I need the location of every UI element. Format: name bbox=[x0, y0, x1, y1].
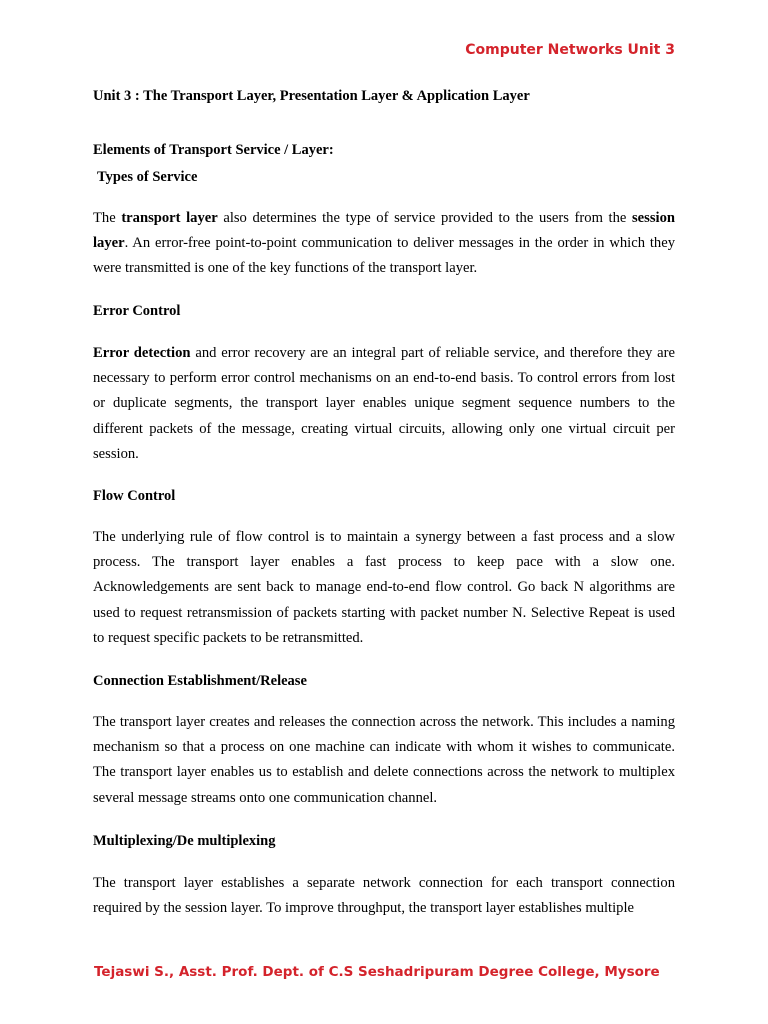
page-footer: Tejaswi S., Asst. Prof. Dept. of C.S Seshadripuram Degree College, Mysore bbox=[94, 964, 660, 980]
error-control-paragraph bbox=[93, 341, 675, 467]
error-control-heading: Error Control bbox=[93, 303, 181, 319]
flow-control-paragraph: The underlying rule of flow control is to maintain a synergy between a fast process and a slow process. The transport layer enables a fast process to keep pace with a slow one. Acknowledgements are sent back to manage end-to-end flow control. Go back N algorithms are used to request retransmission of packets starting with packet number N. Selective Repeat is used to request specific packets to be retransmitted. bbox=[93, 529, 675, 646]
page-header: Computer Networks Unit 3 bbox=[465, 42, 675, 58]
multiplexing-heading: Multiplexing/De multiplexing bbox=[93, 833, 276, 849]
types-text-3: . An error-free point-to-point communication to deliver messages in the order in which they were transmitted is one of the key functions of the transport layer. bbox=[93, 235, 675, 277]
flow-control-heading: Flow Control bbox=[93, 488, 176, 504]
connection-heading: Connection Establishment/Release bbox=[93, 673, 307, 689]
types-of-service-paragraph bbox=[93, 206, 675, 282]
unit-title: Unit 3 : The Transport Layer, Presentation Layer & Application Layer bbox=[93, 88, 530, 104]
types-text-2: also determines the type of service provided to the users from the bbox=[217, 210, 632, 226]
error-text-1: and error recovery are an integral part of reliable service, and therefore they are necessary to perform error control mechanisms on an end-to-end basis. To control errors from lost or duplicate segments, the transport layer enables unique segment sequence numbers to the different packets of the message, creating virtual circuits, allowing only one virtual circuit per session. bbox=[93, 345, 676, 462]
elements-heading: Elements of Transport Service / Layer: bbox=[93, 142, 334, 158]
connection-paragraph: The transport layer creates and releases the connection across the network. This includes a naming mechanism so that a process on one machine can indicate with whom it wishes to communicate. The transport layer enables us to establish and delete connections across the network to multiplex several message streams onto one communication channel. bbox=[93, 714, 675, 806]
multiplexing-paragraph: The transport layer establishes a separate network connection for each transport connection required by the session layer. To improve throughput, the transport layer establishes multiple bbox=[93, 875, 675, 917]
types-of-service-heading: Types of Service bbox=[97, 169, 198, 185]
types-bold-1: transport layer bbox=[121, 210, 218, 226]
error-bold-1: Error detection bbox=[93, 345, 191, 361]
types-bold-2: session layer bbox=[93, 210, 675, 252]
types-text-1: The bbox=[93, 210, 122, 226]
